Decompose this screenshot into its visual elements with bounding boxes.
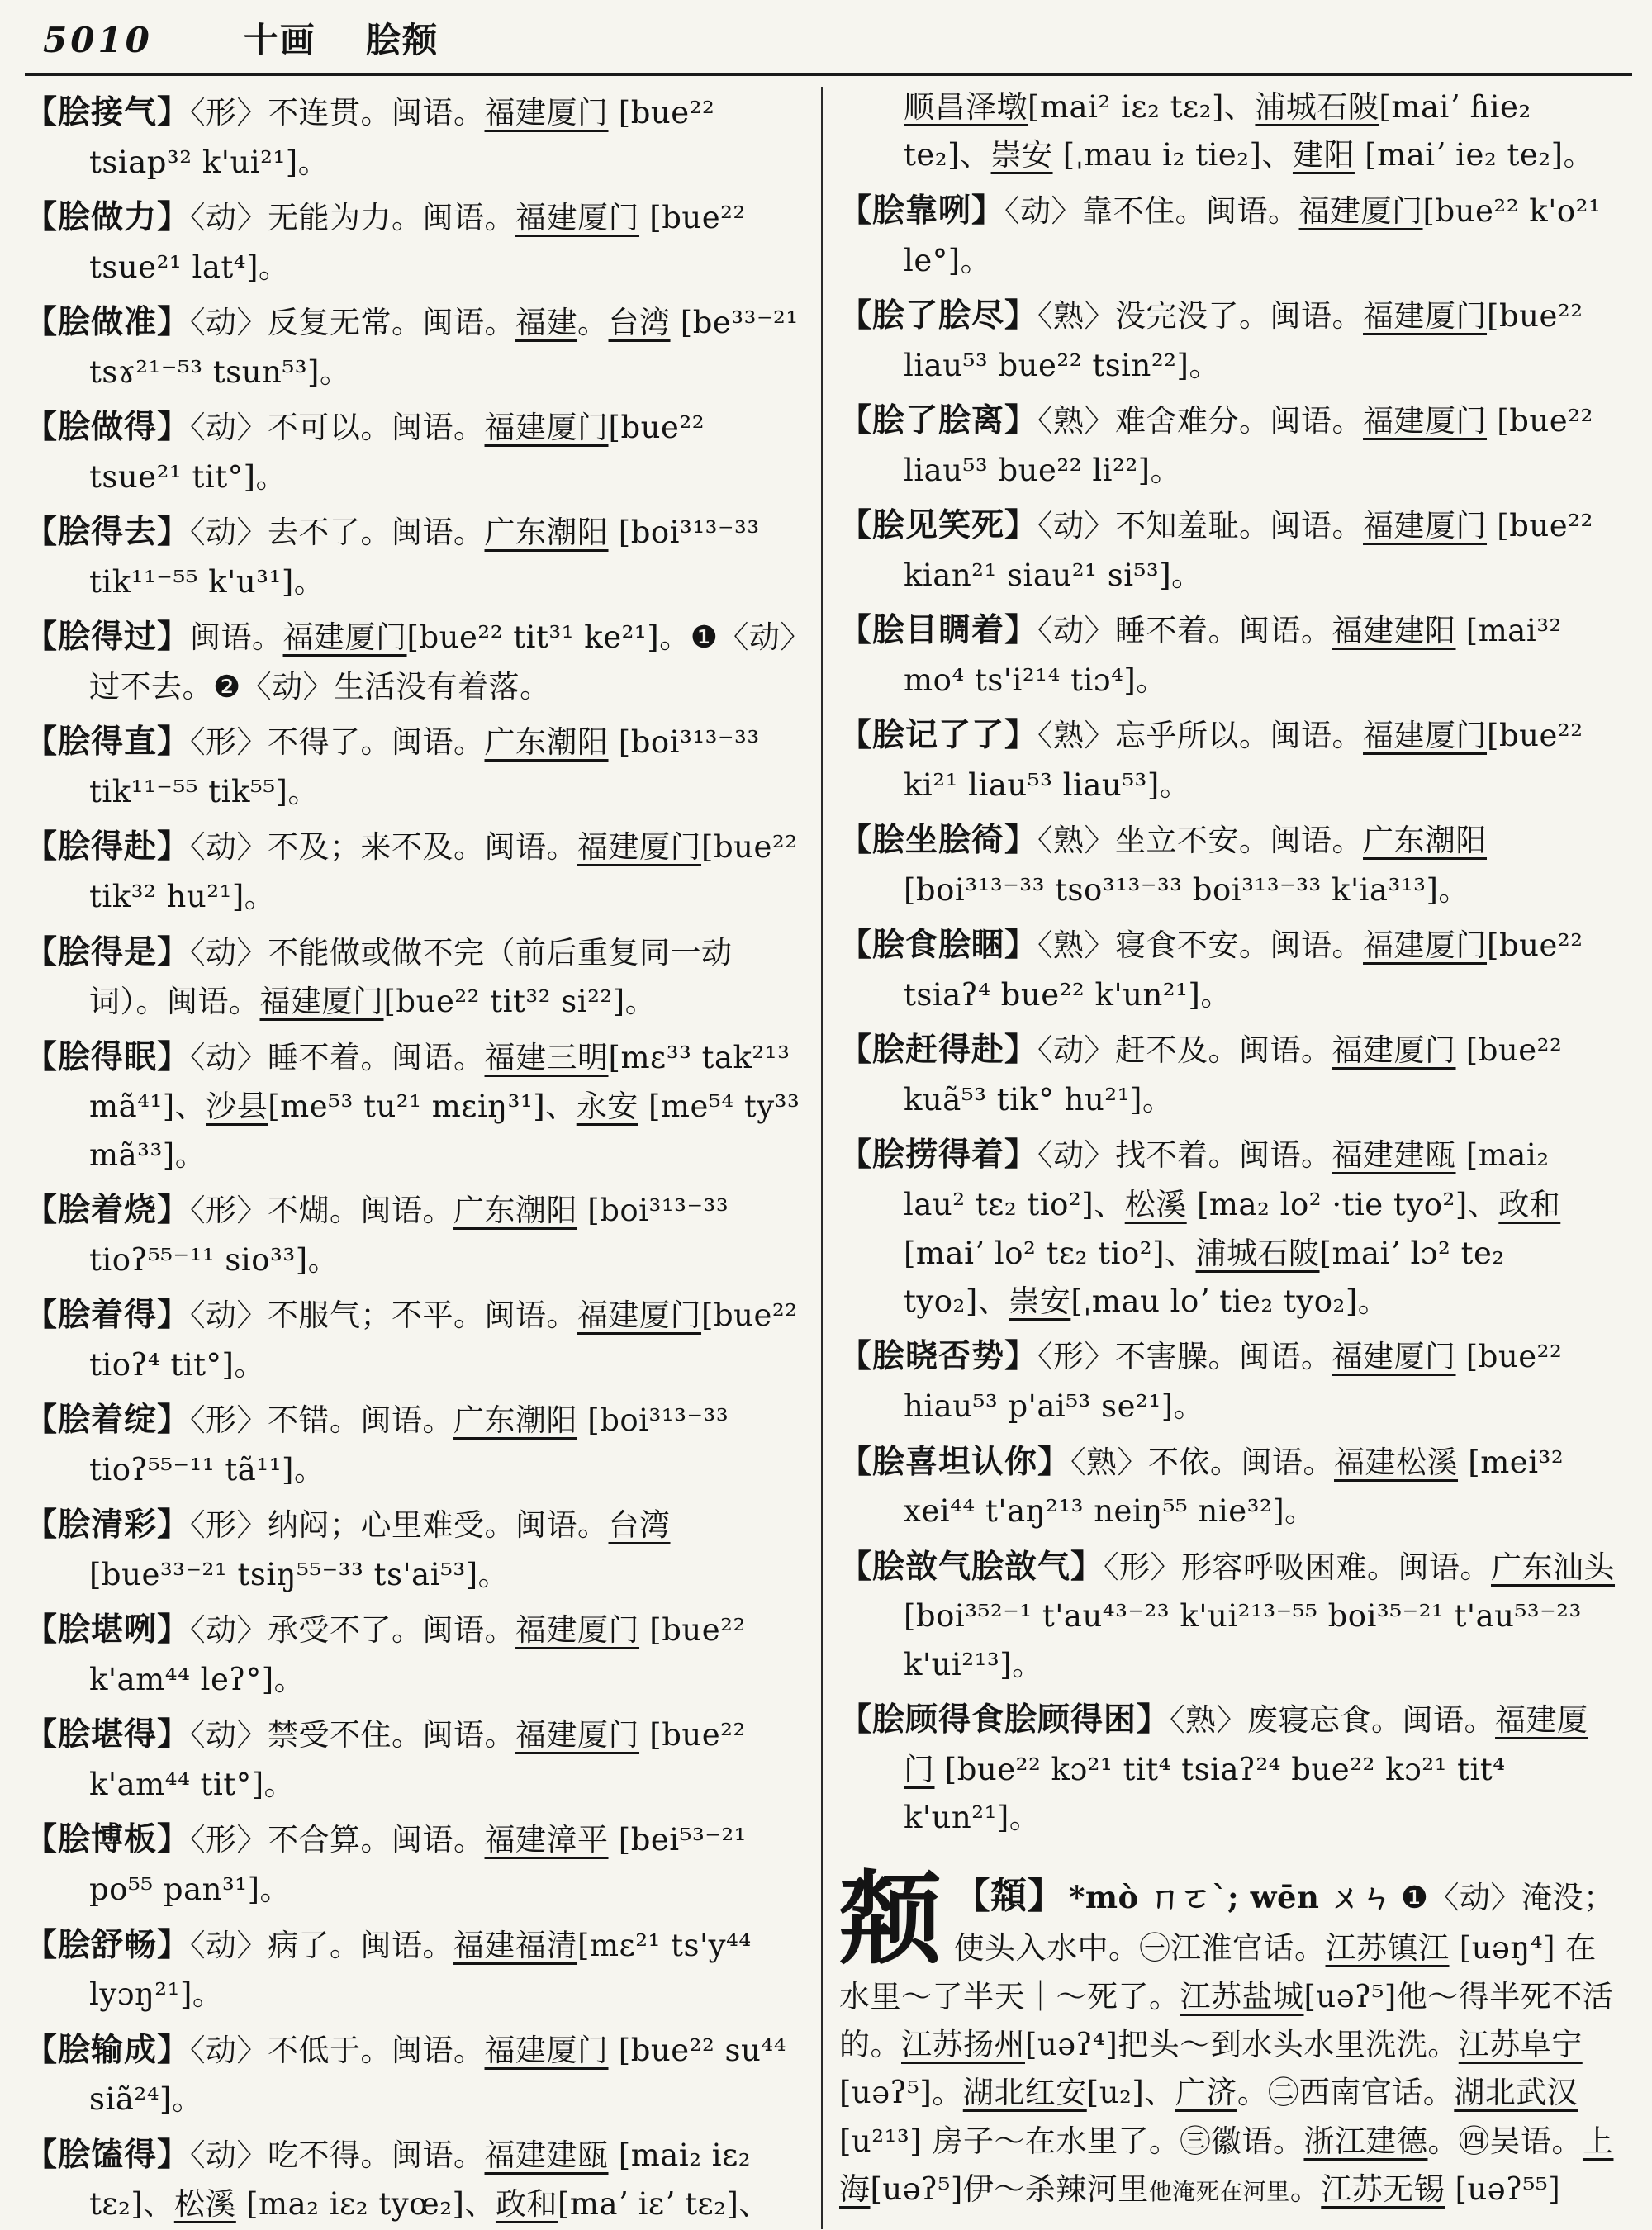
place-name: 台湾 bbox=[608, 305, 671, 341]
entry-headword: 【脍得是】 bbox=[25, 932, 191, 971]
body-text: 〈形〉纳闷；心里难受。闽语。 bbox=[190, 1507, 609, 1544]
body-text: [maiʼ lo² tɛ₂ tio²]、 bbox=[904, 1235, 1196, 1271]
dictionary-entry bbox=[25, 2025, 803, 2124]
dictionary-entry bbox=[25, 88, 803, 187]
place-name: 福建厦门 bbox=[515, 1612, 640, 1649]
place-name: 沙县 bbox=[206, 1089, 268, 1125]
body-text: 〈动〉承受不了。闽语。 bbox=[190, 1612, 516, 1649]
body-text: 。㊁西南官话。 bbox=[1237, 2075, 1455, 2111]
place-name: 福建厦门 bbox=[484, 410, 609, 446]
body-text: [boi³⁵²⁻¹ t'au⁴³⁻²³ k'ui²¹³⁻⁵⁵ boi³⁵⁻²¹ t'au⁵³⁻²³ k'ui²¹³]。 bbox=[904, 1598, 1582, 1682]
body-text: [mai₂ iɛ₂ tɛ₂]、 bbox=[89, 2137, 752, 2223]
place-name: 广东潮阳 bbox=[1363, 823, 1488, 859]
body-text: [bue²² liau⁵³ bue²² li²²]。 bbox=[904, 403, 1593, 488]
place-name: 福建厦门 bbox=[577, 1298, 702, 1334]
dictionary-entry bbox=[839, 396, 1617, 495]
body-text: 。 bbox=[577, 305, 609, 341]
entry-headword: 【脍坐脍徛】 bbox=[839, 821, 1038, 860]
body-text: [mei³² xei⁴⁴ t'aŋ²¹³ neiŋ⁵⁵ nie³²]。 bbox=[904, 1444, 1564, 1530]
body-text: 〈形〉不害臊。闽语。 bbox=[1037, 1339, 1332, 1375]
entry-headword: 【脍堪咧】 bbox=[25, 1611, 191, 1649]
dictionary-entry bbox=[839, 1437, 1617, 1536]
body-text: 〈动〉吃不得。闽语。 bbox=[190, 2137, 485, 2173]
place-name: 福建松溪 bbox=[1334, 1444, 1459, 1480]
entry-headword: 【脍见笑死】 bbox=[839, 506, 1038, 545]
place-name: 福建厦门 bbox=[1332, 1032, 1456, 1069]
dictionary-entry bbox=[839, 291, 1617, 390]
place-name: 政和 bbox=[1498, 1187, 1561, 1223]
place-name: 福建厦门 bbox=[577, 829, 702, 866]
body-text: 〈动〉反复无常。闽语。 bbox=[190, 305, 516, 341]
place-name: 福建厦门 bbox=[1363, 508, 1488, 544]
place-name: 湖北武汉 bbox=[1454, 2075, 1578, 2111]
place-name: 福建厦门 bbox=[484, 2032, 609, 2068]
body-text: 〈熟〉寝食不安。闽语。 bbox=[1037, 928, 1364, 964]
entry-headword: 【脍记了了】 bbox=[839, 716, 1038, 755]
entry-headword: 【脍馌得】 bbox=[25, 2135, 191, 2174]
body-text: 〈熟〉坐立不安。闽语。 bbox=[1037, 823, 1364, 859]
body-text: 〈动〉靠不住。闽语。 bbox=[1004, 192, 1299, 229]
place-name: 江苏阜宁 bbox=[1458, 2027, 1583, 2063]
entry-headword: 【脍靠咧】 bbox=[839, 191, 1005, 230]
body-text: 〈动〉禁受不住。闽语。 bbox=[190, 1717, 516, 1753]
body-text: 〈形〉不连贯。闽语。 bbox=[190, 95, 485, 130]
place-name: 福建厦门 bbox=[1363, 718, 1488, 754]
body-text: [mɛ³³ tak²¹³ mã⁴¹]、 bbox=[89, 1039, 790, 1125]
entry-headword: 【脍输成】 bbox=[25, 2030, 191, 2069]
place-name: 江苏盐城 bbox=[1180, 1978, 1304, 2014]
body-text: [bue²² liau⁵³ bue²² tsin²²]。 bbox=[904, 297, 1583, 383]
body-text: 〈动〉不知羞耻。闽语。 bbox=[1037, 508, 1364, 544]
body-text: [u²¹³] 房子～在水里了。㊂徽语。 bbox=[839, 2123, 1304, 2159]
place-name: 福建厦门 bbox=[1363, 297, 1488, 334]
place-name: 湖北红安 bbox=[962, 2075, 1087, 2111]
place-name: 福建福清 bbox=[453, 1927, 578, 1963]
body-text: [maiʼ ie₂ te₂]。 bbox=[1354, 137, 1595, 173]
body-text: [mai₂ lau² tɛ₂ tio²]、 bbox=[904, 1137, 1550, 1223]
right-column bbox=[839, 82, 1617, 2229]
place-name: 福建建瓯 bbox=[1332, 1137, 1456, 1174]
place-name: 福建厦门 bbox=[904, 1702, 1588, 1787]
place-name: 广济 bbox=[1175, 2075, 1237, 2111]
body-text: 〈动〉去不了。闽语。 bbox=[190, 515, 485, 551]
entry-headword: 【脍接气】 bbox=[25, 93, 191, 131]
dictionary-entry bbox=[25, 1605, 803, 1704]
body-text: [bei⁵³⁻²¹ po⁵⁵ pan³¹]。 bbox=[89, 1822, 747, 1908]
body-text: [be³³⁻²¹ tsɤ²¹⁻⁵³ tsun⁵³]。 bbox=[89, 305, 799, 390]
body-text: [bue³³⁻²¹ tsiŋ⁵⁵⁻³³ ts'ai⁵³]。 bbox=[89, 1556, 510, 1592]
place-name: 福建建阳 bbox=[1332, 613, 1456, 649]
place-name: 福建建瓯 bbox=[484, 2137, 609, 2173]
body-text: [bue²² tsue²¹ lat⁴]。 bbox=[89, 200, 746, 285]
body-text: [ˌmau i₂ tie₂]、 bbox=[1052, 137, 1293, 173]
body-text: 〈动〉不能做或做不完（前后重复同一动词）。闽语。 bbox=[89, 934, 733, 1020]
body-text: 闽语。 bbox=[190, 619, 283, 656]
place-name: 福建厦门 bbox=[282, 619, 407, 656]
place-name: 崇安 bbox=[1009, 1283, 1071, 1319]
dictionary-entry bbox=[25, 928, 803, 1027]
entry-headword: 【脍食脍睏】 bbox=[839, 926, 1038, 965]
dictionary-entry bbox=[839, 1331, 1617, 1431]
body-text: 〈熟〉忘乎所以。闽语。 bbox=[1037, 718, 1364, 754]
body-text: [boi³¹³⁻³³ tso³¹³⁻³³ boi³¹³⁻³³ k'ia³¹³]。 bbox=[904, 871, 1469, 908]
place-name: 松溪 bbox=[1124, 1187, 1187, 1223]
body-text: [maʼ iɛʼ tɛ₂]、 bbox=[557, 2186, 770, 2223]
main-character: 颒 bbox=[839, 1858, 941, 1978]
body-text: [bue²² su⁴⁴ siã²⁴]。 bbox=[89, 2032, 787, 2118]
place-name: 广东潮阳 bbox=[484, 515, 609, 551]
body-text: 〈形〉不合算。闽语。 bbox=[190, 1822, 485, 1858]
body-text: 〈动〉赶不及。闽语。 bbox=[1037, 1032, 1332, 1069]
dictionary-entry bbox=[25, 1185, 803, 1284]
entry-headword: 【脍赶得赴】 bbox=[839, 1031, 1038, 1070]
stroke-section-label: 十画 bbox=[243, 20, 316, 60]
place-name: 福建厦门 bbox=[1363, 928, 1488, 964]
dictionary-entry bbox=[839, 1130, 1617, 1326]
body-text: [bue²² tit³² si²²]。 bbox=[383, 984, 657, 1020]
page-header bbox=[25, 13, 1632, 63]
body-text: [maiʼ lɔ² te₂ tyo₂]、 bbox=[904, 1235, 1505, 1319]
place-name: 政和 bbox=[495, 2186, 558, 2223]
body-text: 〈熟〉难舍难分。闽语。 bbox=[1037, 403, 1364, 439]
body-text: 〈动〉不可以。闽语。 bbox=[190, 410, 485, 446]
dictionary-entry bbox=[25, 402, 803, 501]
body-text: [bue²² tioʔ⁴ tit°]。 bbox=[89, 1298, 798, 1383]
dictionary-entry bbox=[839, 186, 1617, 285]
dictionary-entry bbox=[25, 822, 803, 921]
dictionary-entry bbox=[25, 612, 803, 711]
body-text: [boi³¹³⁻³³ tioʔ⁵⁵⁻¹¹ tã¹¹]。 bbox=[89, 1402, 729, 1487]
dictionary-entry bbox=[25, 1815, 803, 1914]
entry-headword: 【脍做得】 bbox=[25, 408, 191, 447]
entry-headword: 【脍了脍尽】 bbox=[839, 296, 1038, 334]
body-text: [bue²² tsiap³² k'ui²¹]。 bbox=[89, 95, 715, 180]
body-text: ❶〈动〉淹没；使头入水中。㊀江淮官话。 bbox=[953, 1879, 1615, 1967]
place-name: 江苏镇江 bbox=[1325, 1930, 1450, 1967]
body-text: 。㊃吴语。 bbox=[1427, 2123, 1583, 2159]
body-text: [bue²² k'am⁴⁴ tit°]。 bbox=[89, 1717, 746, 1802]
dictionary-entry bbox=[25, 1032, 803, 1180]
body-text: [maiʼ ɦie₂ te₂]、 bbox=[904, 89, 1531, 173]
body-text: 〈动〉不低于。闽语。 bbox=[190, 2032, 485, 2068]
column-divider bbox=[821, 87, 823, 2229]
body-text: [me⁵⁴ ty³³ mã³³]。 bbox=[89, 1089, 800, 1173]
place-name: 福建 bbox=[515, 305, 578, 341]
body-text: [mai² iɛ₂ tɛ₂]、 bbox=[1028, 89, 1256, 125]
entry-headword: 【脍得过】 bbox=[25, 618, 191, 657]
body-text: [bue²² kuã⁵³ tik° hu²¹]。 bbox=[904, 1032, 1563, 1118]
body-text: [bue²² tsue²¹ tit°]。 bbox=[89, 410, 705, 495]
entry-headword: 【脍敨气脍敨气】 bbox=[839, 1547, 1104, 1586]
place-name: 建阳 bbox=[1292, 137, 1355, 173]
page-number: 5010 bbox=[43, 20, 153, 60]
body-text: 。 bbox=[1289, 2171, 1322, 2208]
place-name: 台湾 bbox=[608, 1507, 671, 1544]
dictionary-entry bbox=[839, 501, 1617, 600]
entry-headword: 【脍晓否势】 bbox=[839, 1337, 1038, 1376]
body-text: [boi³¹³⁻³³ tik¹¹⁻⁵⁵ tik⁵⁵]。 bbox=[89, 724, 760, 809]
body-text: 〈熟〉没完没了。闽语。 bbox=[1037, 297, 1364, 334]
body-text: [u₂]、 bbox=[1086, 2075, 1175, 2111]
place-name: 福建漳平 bbox=[484, 1822, 609, 1858]
body-text: [bue²² ki²¹ liau⁵³ liau⁵³]。 bbox=[904, 718, 1583, 803]
body-text: [ma₂ lo² ·tie tyo²]、 bbox=[1186, 1187, 1499, 1223]
place-name: 福建厦门 bbox=[515, 1717, 640, 1753]
body-text: [bue²² tit³¹ ke²¹]。❶〈动〉过不去。❷〈动〉生活没有着落。 bbox=[89, 619, 796, 705]
place-name: 福建厦门 bbox=[1298, 192, 1423, 229]
body-text: [mai³² mo⁴ ts'i²¹⁴ tiɔ⁴]。 bbox=[904, 613, 1562, 698]
entry-continuation bbox=[839, 83, 1617, 180]
body-text: [bue²² tik³² hu²¹]。 bbox=[89, 829, 798, 915]
dictionary-entry bbox=[839, 1542, 1617, 1690]
dictionary-entry bbox=[25, 1290, 803, 1389]
body-text: 〈形〉形容呼吸困难。闽语。 bbox=[1104, 1549, 1492, 1585]
body-text: [uəʔ⁴]把头～到水头水里洗洗。 bbox=[1025, 2027, 1459, 2063]
pronunciation: *mò ㄇㄛˋ; wēn ㄨㄣ bbox=[1069, 1878, 1393, 1915]
entry-headword: 【脍顾得食脍顾得困】 bbox=[839, 1701, 1170, 1739]
body-text: [uəʔ⁵]他～得半死不活的。 bbox=[839, 1978, 1614, 2063]
entry-headword: 【脍目睭着】 bbox=[839, 611, 1038, 650]
body-text: [bue²² k'o²¹ le°]。 bbox=[904, 192, 1602, 278]
dictionary-entry bbox=[25, 1395, 803, 1494]
body-text: 〈动〉无能为力。闽语。 bbox=[190, 200, 516, 236]
dictionary-entry bbox=[25, 1710, 803, 1809]
entry-headword: 【脍得直】 bbox=[25, 723, 191, 762]
place-name: 崇安 bbox=[990, 137, 1053, 173]
body-text: [bue²² kɔ²¹ tit⁴ tsiaʔ²⁴ bue²² kɔ²¹ tit⁴ k'un²¹]。 bbox=[904, 1751, 1506, 1836]
body-text: 〈动〉睡不着。闽语。 bbox=[1037, 613, 1332, 649]
place-name: 永安 bbox=[576, 1089, 638, 1125]
body-text: [ma₂ iɛ₂ tyœ₂]、 bbox=[235, 2186, 496, 2223]
dictionary-entry bbox=[839, 815, 1617, 914]
dictionary-entry bbox=[839, 605, 1617, 705]
body-text: 〈形〉不煳。闽语。 bbox=[190, 1193, 454, 1229]
body-text: 〈动〉病了。闽语。 bbox=[190, 1927, 454, 1963]
place-name: 广东潮阳 bbox=[484, 724, 609, 761]
entry-headword: 【脍做准】 bbox=[25, 303, 191, 342]
dictionary-entry bbox=[839, 710, 1617, 809]
dictionary-entry bbox=[25, 1500, 803, 1599]
entry-headword: 【脍着得】 bbox=[25, 1296, 191, 1335]
body-text: [bue²² tsiaʔ⁴ bue²² k'un²¹]。 bbox=[904, 928, 1583, 1013]
body-text: 〈动〉找不着。闽语。 bbox=[1037, 1137, 1332, 1174]
entry-headword: 【脍得眠】 bbox=[25, 1037, 191, 1076]
place-name: 福建厦门 bbox=[484, 95, 609, 130]
place-name: 福建三明 bbox=[484, 1039, 609, 1075]
dictionary-entry bbox=[25, 192, 803, 292]
dictionary-entry bbox=[25, 1920, 803, 2019]
body-text: [mɛ²¹ ts'y⁴⁴ lyɔŋ²¹]。 bbox=[89, 1927, 752, 2013]
body-text: [uəŋ⁴] 在水里～了半天｜～死了。 bbox=[839, 1930, 1597, 2014]
main-character-entry bbox=[839, 1858, 1617, 2214]
dictionary-entry bbox=[839, 920, 1617, 1019]
entry-headword: 【脍得去】 bbox=[25, 513, 191, 552]
gloss-text: 他淹死在河里 bbox=[1148, 2178, 1290, 2206]
dictionary-entry bbox=[25, 507, 803, 606]
body-text: 〈动〉睡不着。闽语。 bbox=[190, 1039, 485, 1075]
body-text: 〈熟〉废寝忘食。闽语。 bbox=[1170, 1702, 1496, 1739]
dictionary-entry bbox=[839, 1695, 1617, 1843]
entry-headword: 【脍了脍离】 bbox=[839, 401, 1038, 440]
body-text: [bue²² k'am⁴⁴ leʔ°]。 bbox=[89, 1612, 746, 1697]
place-name: 福建厦门 bbox=[515, 200, 640, 236]
place-name: 广东潮阳 bbox=[453, 1402, 578, 1439]
place-name: 广东潮阳 bbox=[453, 1193, 578, 1229]
dictionary-entry bbox=[25, 2130, 803, 2229]
place-name: 江苏扬州 bbox=[901, 2027, 1025, 2063]
entry-headword: 【脍着绽】 bbox=[25, 1401, 191, 1440]
entry-headword: 【脍清彩】 bbox=[25, 1506, 191, 1544]
body-text: 〈形〉不得了。闽语。 bbox=[190, 724, 485, 761]
entry-headword: 【脍博板】 bbox=[25, 1820, 191, 1859]
place-name: 福建厦门 bbox=[259, 984, 384, 1020]
place-name: 顺昌泽墩 bbox=[904, 89, 1028, 125]
dictionary-entry bbox=[25, 297, 803, 396]
header-rule bbox=[25, 73, 1632, 78]
body-text: [uəʔ⁵]伊～杀辣河里 bbox=[870, 2171, 1149, 2208]
body-text: [boi³¹³⁻³³ tik¹¹⁻⁵⁵ k'u³¹]。 bbox=[89, 515, 760, 600]
entry-headword: 【脍捞得着】 bbox=[839, 1136, 1038, 1174]
left-column bbox=[25, 82, 803, 2229]
entry-headword: 【脍堪得】 bbox=[25, 1715, 191, 1754]
page-columns bbox=[25, 82, 1632, 2229]
place-name: 江苏无锡 bbox=[1321, 2171, 1446, 2208]
body-text: 〈动〉不服气；不平。闽语。 bbox=[190, 1298, 578, 1334]
entry-headword: 【脍着烧】 bbox=[25, 1191, 191, 1230]
place-name: 福建厦门 bbox=[1363, 403, 1488, 439]
body-text: [bue²² kian²¹ siau²¹ si⁵³]。 bbox=[904, 508, 1593, 593]
place-name: 上海 bbox=[839, 2123, 1614, 2208]
entry-headword: 【脍做力】 bbox=[25, 198, 191, 237]
body-text: [bue²² hiau⁵³ p'ai⁵³ se²¹]。 bbox=[904, 1339, 1563, 1425]
place-name: 浙江建德 bbox=[1303, 2123, 1428, 2159]
body-text: 〈动〉不及；来不及。闽语。 bbox=[190, 829, 578, 866]
body-text: [ˌmau loʼ tie₂ tyo₂]。 bbox=[1070, 1283, 1389, 1319]
place-name: 福建厦门 bbox=[1332, 1339, 1456, 1375]
place-name: 浦城石陂 bbox=[1195, 1235, 1320, 1271]
body-text: [me⁵³ tu²¹ mɛiŋ³¹]、 bbox=[268, 1089, 577, 1125]
dictionary-entry bbox=[25, 717, 803, 816]
entry-headword: 【脍喜坦认你】 bbox=[839, 1442, 1071, 1481]
header-entry-chars: 脍颒 bbox=[365, 20, 439, 60]
place-name: 松溪 bbox=[173, 2186, 236, 2223]
place-name: 广东汕头 bbox=[1491, 1549, 1616, 1585]
body-text: 〈形〉不错。闽语。 bbox=[190, 1402, 454, 1439]
place-name: 浦城石陂 bbox=[1255, 89, 1379, 125]
entry-headword: 【脍得赴】 bbox=[25, 828, 191, 866]
body-text: [boi³¹³⁻³³ tioʔ⁵⁵⁻¹¹ sio³³]。 bbox=[89, 1193, 729, 1278]
body-text: [uəʔ⁵⁵] bbox=[1445, 2171, 1561, 2208]
dictionary-entry bbox=[839, 1025, 1617, 1124]
entry-headword: 【脍舒畅】 bbox=[25, 1925, 191, 1964]
body-text: 〈熟〉不依。闽语。 bbox=[1070, 1444, 1335, 1480]
body-text: [uəʔ⁵]。 bbox=[839, 2075, 963, 2111]
traditional-form: 【頮】 bbox=[953, 1874, 1064, 1917]
